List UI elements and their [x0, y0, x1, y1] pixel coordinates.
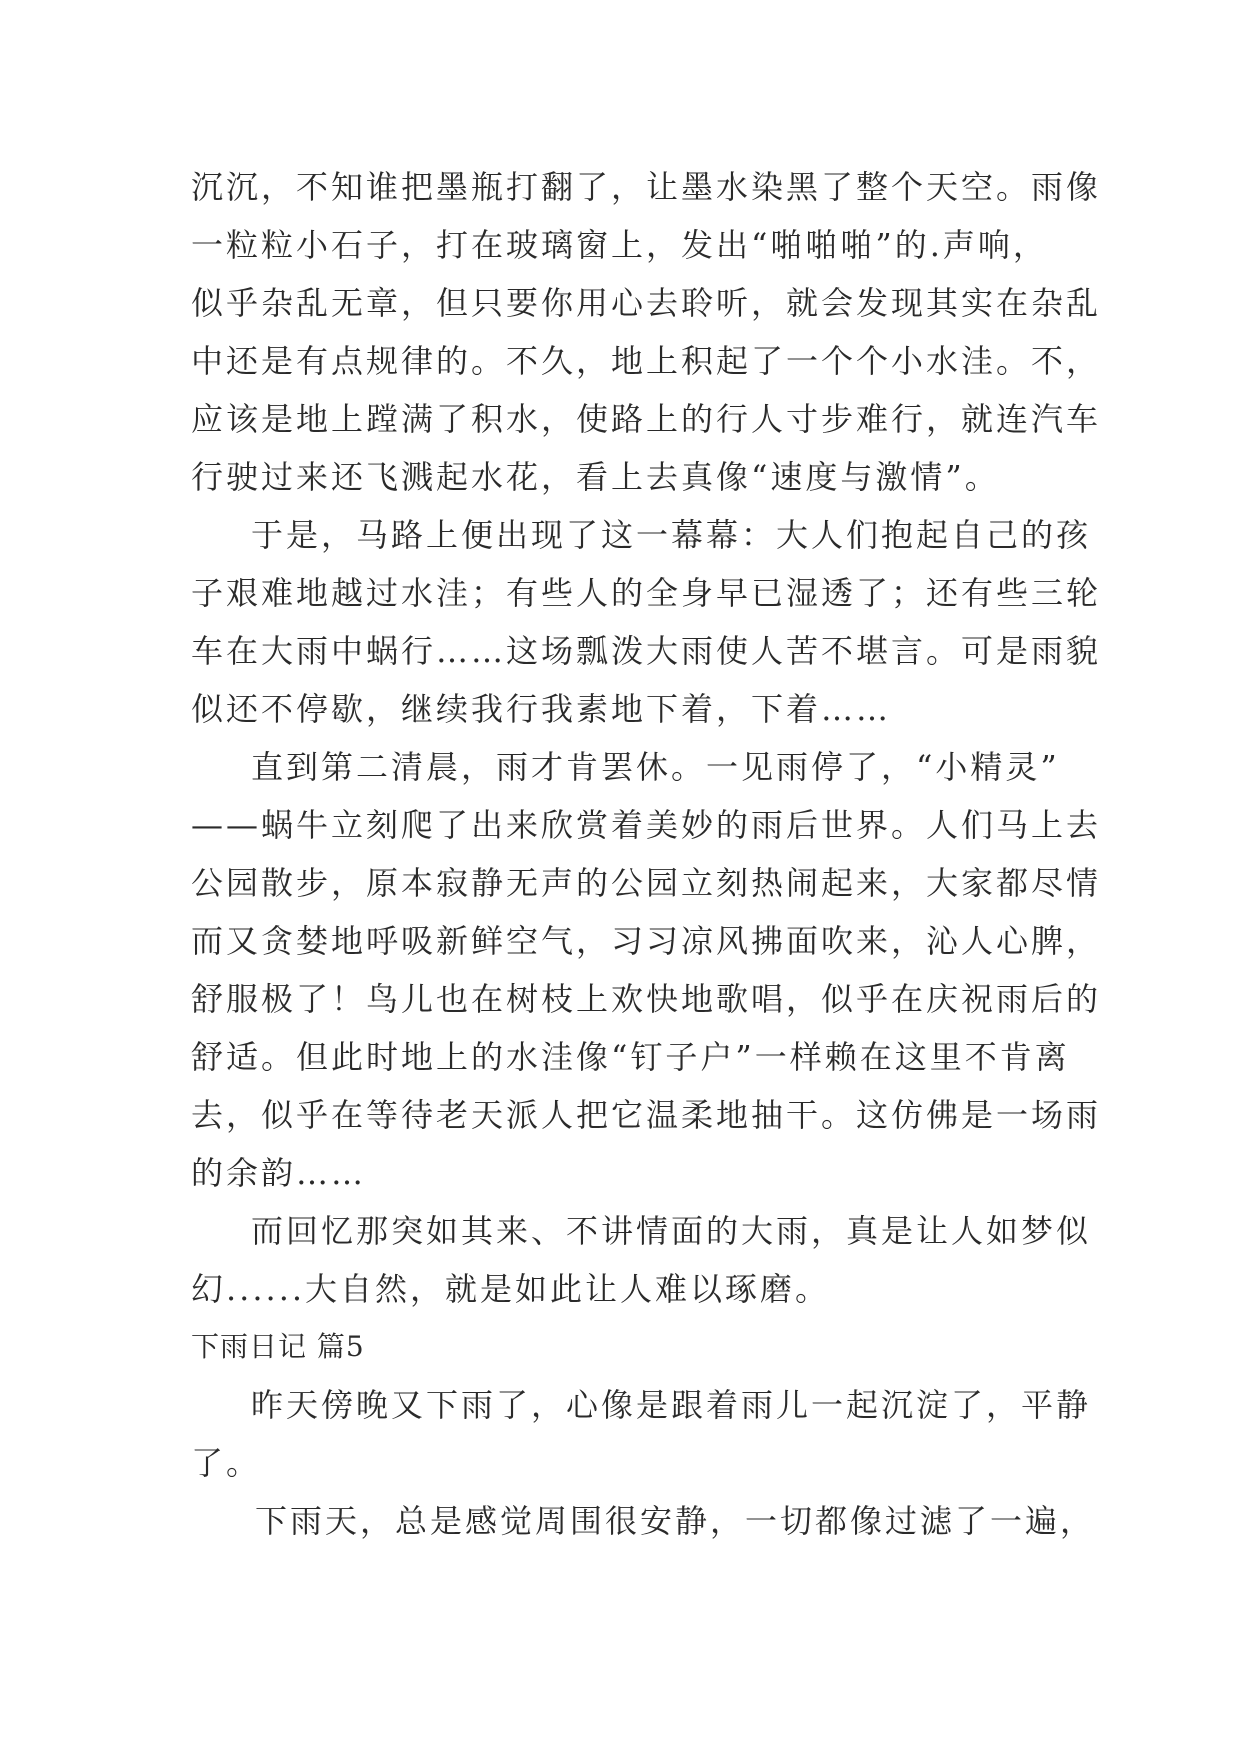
paragraph-4 — [191, 1202, 1092, 1318]
text-line: 于是，马路上便出现了这一幕幕：大人们抱起自己的孩 — [251, 516, 1092, 554]
text-line: 舒服极了！鸟儿也在树枝上欢快地歌唱，似乎在庆祝雨后的 — [191, 980, 1102, 1018]
text-line: 沉沉，不知谁把墨瓶打翻了，让墨水染黑了整个天空。雨像 — [191, 168, 1102, 206]
paragraph-2 — [191, 506, 1102, 738]
text-line: 而回忆那突如其来、不讲情面的大雨，真是让人如梦似 — [251, 1212, 1092, 1250]
text-line: 了。 — [191, 1444, 262, 1482]
paragraph-6 — [191, 1492, 1096, 1550]
section-heading: 下雨日记 篇5 — [191, 1330, 365, 1363]
text-line: 子艰难地越过水洼；有些人的全身早已湿透了；还有些三轮 — [191, 574, 1102, 612]
text-line: 中还是有点规律的。不久，地上积起了一个个小水洼。不， — [191, 342, 1102, 380]
document-body — [191, 158, 1102, 1550]
paragraph-1 — [191, 158, 1102, 506]
paragraph-5 — [191, 1376, 1092, 1492]
paragraph-3 — [191, 738, 1102, 1202]
text-line: 一粒粒小石子，打在玻璃窗上，发出“啪啪啪”的.声响， — [191, 226, 1048, 264]
text-line: 而又贪婪地呼吸新鲜空气，习习凉风拂面吹来，沁人心脾， — [191, 922, 1102, 960]
text-line: 下雨天，总是感觉周围很安静，一切都像过滤了一遍， — [255, 1502, 1096, 1540]
text-line: 直到第二清晨，雨才肯罢休。一见雨停了，“小精灵” — [251, 748, 1060, 786]
text-line: 去，似乎在等待老天派人把它温柔地抽干。这仿佛是一场雨 — [191, 1096, 1102, 1134]
text-line: 公园散步，原本寂静无声的公园立刻热闹起来，大家都尽情 — [191, 864, 1102, 902]
text-line: 的余韵…… — [191, 1154, 367, 1192]
text-line: 昨天傍晚又下雨了，心像是跟着雨儿一起沉淀了，平静 — [251, 1386, 1092, 1424]
text-line: 似乎杂乱无章，但只要你用心去聆听，就会发现其实在杂乱 — [191, 284, 1102, 322]
text-line: ——蜗牛立刻爬了出来欣赏着美妙的雨后世界。人们马上去 — [191, 806, 1102, 844]
text-line: 似还不停歇，继续我行我素地下着，下着…… — [191, 690, 892, 728]
text-line: 车在大雨中蜗行……这场瓢泼大雨使人苦不堪言。可是雨貌 — [191, 632, 1102, 670]
text-line: 应该是地上蹚满了积水，使路上的行人寸步难行，就连汽车 — [191, 400, 1102, 438]
text-line: 行驶过来还飞溅起水花，看上去真像“速度与激情”。 — [191, 458, 1000, 496]
text-line: 舒适。但此时地上的水洼像“钉子户”一样赖在这里不肯离 — [191, 1038, 1070, 1076]
text-line: 幻......大自然，就是如此让人难以琢磨。 — [191, 1270, 831, 1308]
